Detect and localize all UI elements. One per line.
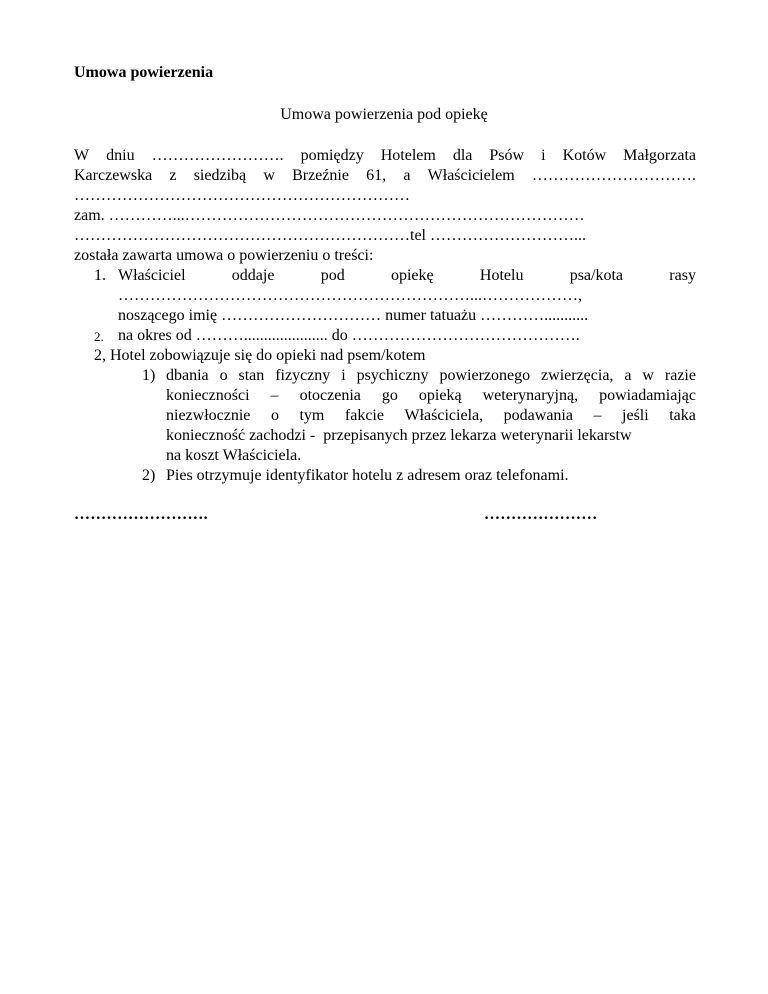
paragraph-word: Małgorzata [623, 147, 696, 164]
paragraph-word: W [74, 147, 90, 164]
paragraph-word: z [169, 167, 177, 184]
clause-word: fizyczny [275, 367, 331, 384]
paragraph-word: siedzibą [193, 167, 247, 184]
clause-word: i [341, 367, 346, 384]
sub-1-line-1 [166, 366, 696, 386]
owner-blank: …………………………. [531, 167, 696, 184]
paragraph-word: Kotów [562, 147, 607, 164]
clause-word: go [381, 387, 398, 404]
owner-name-blank: ……………………………………………………… [74, 187, 410, 204]
clause-word: a [624, 367, 632, 384]
clause-word: o [219, 367, 228, 384]
item-1-number: 1. [94, 267, 106, 284]
sub-2-text: Pies otrzymuje identyfikator hotelu z adresem oraz telefonami. [166, 467, 569, 484]
item-word: psa/kota [569, 267, 624, 284]
paragraph-word: a [403, 167, 411, 184]
paragraph-word: dniu [106, 147, 135, 164]
clause-word: taka [669, 407, 696, 424]
document-heading: Umowa powierzenia [74, 64, 214, 81]
item-word: opiekę [390, 267, 434, 284]
sub-1-line-4: konieczność zachodzi - przepisanych przez lekarza weterynarii lekarstw [166, 427, 632, 444]
address-line: zam. …………...………………………………………………………………… [74, 207, 585, 224]
clause-word: powierzonego [439, 367, 531, 384]
clause-word: o [270, 407, 279, 424]
paragraph-word: Hotelem [380, 147, 436, 164]
paragraph-word: Właścicielem [427, 167, 515, 184]
paragraph-word: 61, [366, 167, 387, 184]
clause-word: dbania [166, 367, 209, 384]
item-word: Hotelu [479, 267, 524, 284]
clause-word: zwierzęcia, [541, 367, 614, 384]
sub-1-number: 1) [142, 367, 156, 384]
item-1-line-1 [118, 266, 696, 286]
clause-word: jeśli [622, 407, 649, 424]
item-word: rasy [669, 267, 696, 284]
item-2-text: na okres od ………..................... do ……………………………………. [118, 327, 580, 344]
clause-word: tym [299, 407, 325, 424]
paragraph-word: Karczewska [74, 167, 153, 184]
date-blank: ……………………. [151, 147, 284, 164]
item-1-line-3: noszącego imię ………………………… numer tatuażu …………........... [118, 307, 589, 324]
clause-word: razie [664, 367, 696, 384]
clause-word: Właściciela, [404, 407, 484, 424]
sub-1-line-5: na koszt Właściciela. [166, 447, 302, 464]
paragraph-word: Psów [489, 147, 525, 164]
clause-word: fakcie [344, 407, 384, 424]
clause-word: konieczności [166, 387, 250, 404]
clause-word: w [642, 367, 654, 384]
sub-2-number: 2) [142, 467, 156, 484]
clause-word: niezwłocznie [166, 407, 251, 424]
document-title: Umowa powierzenia pod opiekę [280, 106, 488, 123]
clause-word: weterynaryjną, [482, 387, 579, 404]
paragraph-word: Brzeźnie [292, 167, 349, 184]
clause-word: psychiczny [356, 367, 429, 384]
item-word: Właściciel [118, 267, 186, 284]
clause-word: powiadamiając [599, 387, 696, 404]
paragraph-word: i [541, 147, 546, 164]
signature-right: ………………… [484, 506, 598, 523]
clause-word: – [593, 407, 602, 424]
item-2-number: 2. [94, 329, 104, 344]
clause-word: otoczenia [299, 387, 361, 404]
paragraph-word: pomiędzy [300, 147, 364, 164]
breed-blank: …………………………………………………………...………………, [118, 287, 582, 304]
item-word: oddaje [231, 267, 275, 284]
address-phone-line: ………………………………………………………tel ………………………... [74, 227, 586, 244]
signature-left: ……………………. [74, 506, 208, 523]
clause-word: podawania [503, 407, 573, 424]
item-word: pod [320, 267, 345, 284]
sub-1-line-2 [166, 386, 696, 406]
paragraph-word: dla [452, 147, 473, 164]
paragraph-line-1 [74, 146, 696, 166]
clause-word: opieką [418, 387, 462, 404]
sub-1-line-3 [166, 406, 696, 426]
paragraph-line-2 [74, 166, 696, 186]
paragraph-word: w [263, 167, 275, 184]
clause-word: stan [238, 367, 265, 384]
clause-intro: 2, Hotel zobowiązuje się do opieki nad psem/kotem [94, 347, 426, 364]
contract-intro-line: została zawarta umowa o powierzeniu o treści: [74, 247, 374, 264]
clause-word: – [270, 387, 279, 404]
